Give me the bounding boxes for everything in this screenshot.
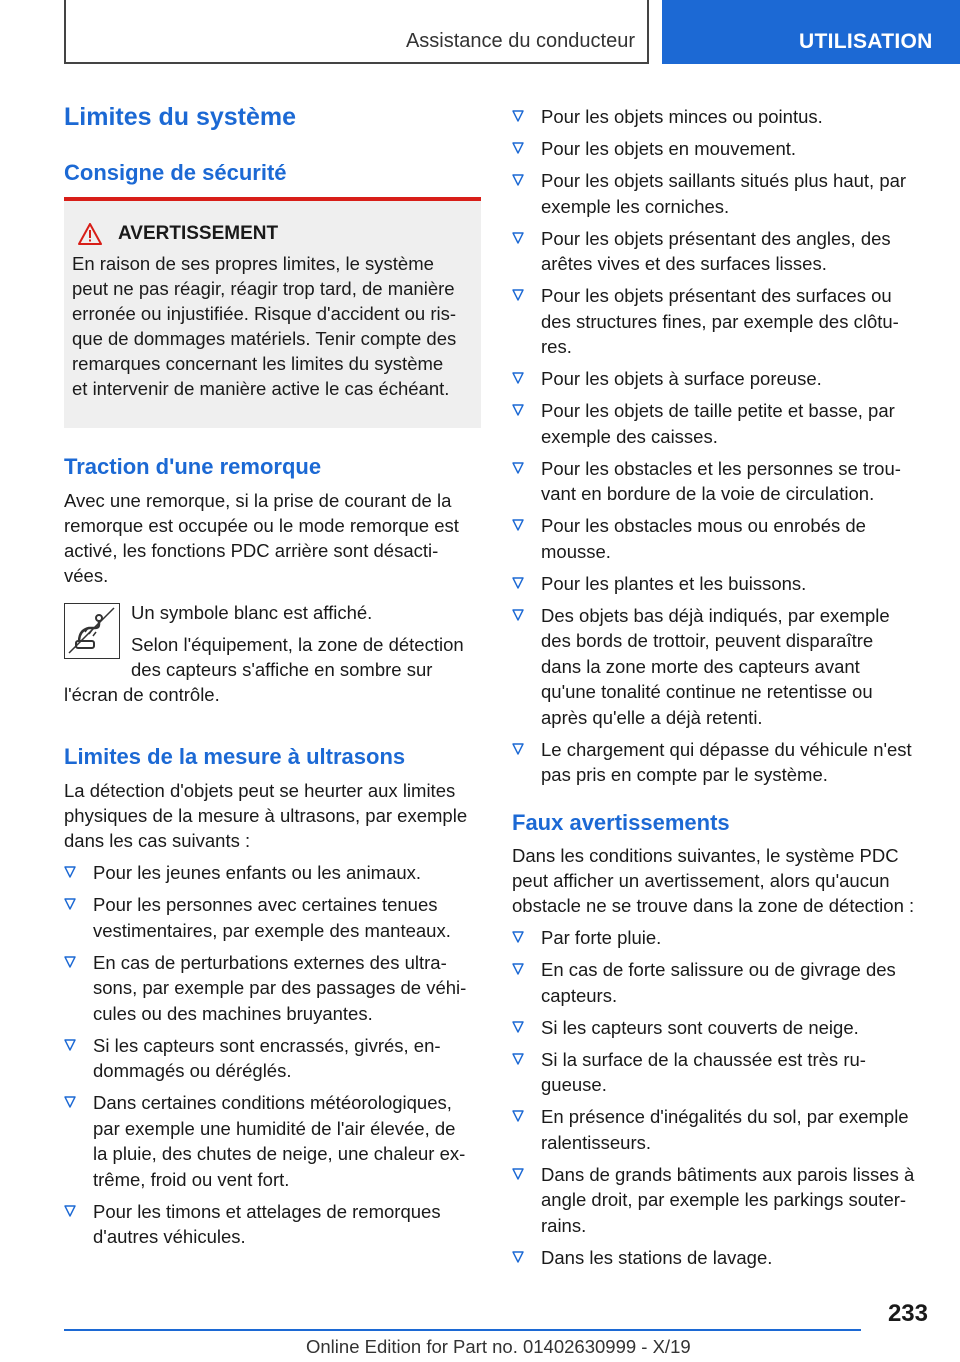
- list-item-text: Si la surface de la chaussée est très ru-: [541, 1048, 866, 1070]
- page-title: Limites du système: [64, 103, 297, 131]
- bullet-triangle-icon: [512, 1168, 524, 1181]
- list-item-text: Pour les objets saillants situés plus haut, par: [541, 170, 907, 191]
- pdc-off-symbol-icon: [64, 603, 120, 659]
- bullet-triangle-icon: [64, 866, 76, 879]
- warning-header: [72, 223, 473, 245]
- trailer-heading: Traction d'une remorque: [64, 454, 322, 479]
- paragraph-line: peut afficher un avertissement, alors qu'aucun: [512, 870, 890, 891]
- list-item: [512, 104, 932, 130]
- warning-text: [72, 251, 473, 401]
- list-item-text: angle droit, par exemple les parkings souter-: [541, 1189, 907, 1210]
- warning-text-line: et intervenir de manière active le cas échéant.: [72, 378, 450, 399]
- list-item-text: rains.: [541, 1214, 587, 1236]
- warning-text-line: En raison de ses propres limites, le système: [72, 253, 434, 274]
- list-item-text: vestimentaires, par exemple des manteaux.: [93, 919, 451, 941]
- warning-text-line: erronée ou injustifiée. Risque d'accident ou ris-: [72, 303, 457, 324]
- warning-triangle-icon: [78, 223, 102, 245]
- list-item-text: Pour les obstacles et les personnes se trou-: [541, 457, 901, 479]
- symbol-caption-2b: des capteurs s'affiche en sombre sur: [131, 659, 433, 680]
- bullet-triangle-icon: [512, 174, 524, 187]
- safety-heading: Consigne de sécurité: [64, 160, 287, 185]
- list-item: [64, 860, 484, 886]
- bullet-triangle-icon: [512, 372, 524, 385]
- list-item: [512, 136, 932, 162]
- warning-text-line: peut ne pas réagir, réagir trop tard, de manière: [72, 278, 455, 299]
- list-item: [512, 1047, 932, 1098]
- bullet-triangle-icon: [64, 1205, 76, 1218]
- list-item: [512, 168, 932, 219]
- bullet-triangle-icon: [512, 609, 524, 622]
- bullet-triangle-icon: [64, 956, 76, 969]
- bullet-triangle-icon: [512, 1251, 524, 1264]
- bullet-triangle-icon: [512, 1021, 524, 1034]
- list-item-text: En cas de forte salissure ou de givrage des: [541, 959, 896, 980]
- paragraph-line: dans les cas suivants :: [64, 830, 251, 851]
- list-item-text: exemple les corniches.: [541, 195, 730, 217]
- list-item-text: des structures fines, par exemple des clôtu-: [541, 310, 899, 332]
- list-item-text: En présence d'inégalités du sol, par exemple: [541, 1106, 909, 1127]
- list-item-text: Pour les objets minces ou pointus.: [541, 106, 823, 127]
- list-item-text: Pour les obstacles mous ou enrobés de: [541, 515, 866, 536]
- list-item-text: d'autres véhicules.: [93, 1226, 246, 1247]
- list-item-text: après qu'elle a déjà retenti.: [541, 706, 763, 728]
- list-item-text: Pour les jeunes enfants ou les animaux.: [93, 862, 422, 883]
- list-item-text: pas pris en compte par le système.: [541, 764, 828, 785]
- warning-text-line: que de dommages matériels. Tenir compte des: [72, 328, 457, 349]
- bullet-triangle-icon: [512, 577, 524, 590]
- list-item: [512, 603, 932, 731]
- page-number: 233: [887, 1300, 928, 1327]
- list-item: [64, 950, 484, 1027]
- list-item-text: par exemple une humidité de l'air élevée, de: [93, 1117, 456, 1139]
- paragraph-line: obstacle ne se trouve dans la zone de détection :: [512, 895, 915, 916]
- list-item: [512, 737, 932, 788]
- paragraph-line: activé, les fonctions PDC arrière sont désacti-: [64, 540, 439, 561]
- list-item: [512, 1245, 932, 1271]
- bullet-triangle-icon: [512, 931, 524, 944]
- list-item-text: des bords de trottoir, peuvent disparaître: [541, 630, 874, 651]
- list-item: [512, 571, 932, 597]
- list-item-text: la pluie, des chutes de neige, une chaleur ex-: [93, 1143, 466, 1164]
- warning-label: AVERTISSEMENT: [118, 223, 279, 244]
- footer-edition: Online Edition for Part no. 01402630999 - X/19: [306, 1336, 691, 1357]
- list-item: [512, 1104, 932, 1155]
- bullet-triangle-icon: [512, 462, 524, 475]
- list-item: [512, 226, 932, 277]
- header-section-box: [64, 0, 649, 64]
- trailer-paragraph: [64, 488, 484, 588]
- list-item-text: Pour les timons et attelages de remorques: [93, 1200, 441, 1222]
- list-item-text: Dans certaines conditions météorologiques,: [93, 1092, 452, 1113]
- paragraph-line: vées.: [64, 565, 109, 586]
- list-item: [512, 398, 932, 449]
- bullet-triangle-icon: [512, 1053, 524, 1066]
- bullet-triangle-icon: [512, 110, 524, 123]
- list-item-text: Des objets bas déjà indiqués, par exemple: [541, 604, 890, 626]
- ultrasound-limit-list: [64, 860, 484, 1256]
- list-item-text: Pour les plantes et les buissons.: [541, 572, 807, 594]
- list-item-text: gueuse.: [541, 1074, 607, 1095]
- object-limit-list: [512, 104, 932, 794]
- bullet-triangle-icon: [64, 1039, 76, 1052]
- list-item-text: Par forte pluie.: [541, 927, 662, 948]
- list-item: [64, 1199, 484, 1250]
- bullet-triangle-icon: [512, 519, 524, 532]
- list-item-text: Si les capteurs sont couverts de neige.: [541, 1016, 859, 1038]
- list-item-text: En cas de perturbations externes des ultra-: [93, 951, 447, 973]
- symbol-caption-2c: l'écran de contrôle.: [64, 684, 220, 705]
- ultrasound-heading: Limites de la mesure à ultrasons: [64, 744, 406, 769]
- bullet-triangle-icon: [512, 963, 524, 976]
- list-item: [512, 925, 932, 951]
- paragraph-line: Avec une remorque, si la prise de courant de la: [64, 490, 452, 511]
- list-item-text: Dans de grands bâtiments aux parois lisses à: [541, 1163, 915, 1185]
- list-item-text: Le chargement qui dépasse du véhicule n'est: [541, 738, 912, 760]
- list-item-text: Pour les objets de taille petite et basse, par: [541, 400, 895, 421]
- section-title: Assistance du conducteur: [405, 30, 635, 52]
- list-item-text: Dans les stations de lavage.: [541, 1246, 773, 1268]
- list-item-text: sons, par exemple par des passages de véhi-: [93, 977, 467, 998]
- bullet-triangle-icon: [512, 142, 524, 155]
- list-item-text: trême, froid ou vent fort.: [93, 1168, 290, 1190]
- list-item: [512, 456, 932, 507]
- paragraph-line: physiques de la mesure à ultrasons, par exemple: [64, 805, 468, 826]
- list-item-text: Pour les objets présentant des angles, des: [541, 227, 891, 249]
- list-item-text: dans la zone morte des capteurs avant: [541, 655, 860, 677]
- bullet-triangle-icon: [512, 1110, 524, 1123]
- footer-divider: [64, 1329, 861, 1331]
- warning-box: [64, 197, 481, 428]
- list-item-text: ralentisseurs.: [541, 1131, 652, 1153]
- list-item: [512, 1015, 932, 1041]
- list-item-text: Pour les objets à surface poreuse.: [541, 368, 822, 389]
- bullet-triangle-icon: [512, 404, 524, 417]
- list-item-text: cules ou des machines bruyantes.: [93, 1002, 373, 1024]
- bullet-triangle-icon: [512, 289, 524, 302]
- list-item-text: vant en bordure de la voie de circulation.: [541, 483, 875, 504]
- list-item-text: arêtes vives et des surfaces lisses.: [541, 253, 827, 274]
- paragraph-line: La détection d'objets peut se heurter aux limites: [64, 780, 456, 801]
- list-item-text: exemple des caisses.: [541, 425, 718, 447]
- list-item-text: Pour les objets en mouvement.: [541, 138, 797, 159]
- list-item: [64, 1033, 484, 1084]
- false-warnings-list: [512, 925, 932, 1277]
- list-item-text: dommagés ou déréglés.: [93, 1060, 292, 1081]
- list-item-text: Pour les objets présentant des surfaces ou: [541, 285, 892, 306]
- list-item-text: res.: [541, 336, 572, 357]
- paragraph-line: Dans les conditions suivantes, le système PDC: [512, 845, 899, 866]
- list-item: [512, 1162, 932, 1239]
- bullet-triangle-icon: [512, 232, 524, 245]
- chapter-tab[interactable]: UTILISATION: [662, 0, 960, 64]
- bullet-triangle-icon: [64, 1096, 76, 1109]
- list-item: [512, 366, 932, 392]
- list-item: [512, 957, 932, 1008]
- list-item: [512, 513, 932, 564]
- list-item: [512, 283, 932, 360]
- warning-text-line: remarques concernant les limites du système: [72, 353, 444, 374]
- list-item-text: qu'une tonalité continue ne retentisse ou: [541, 681, 873, 702]
- list-item-text: Pour les personnes avec certaines tenues: [93, 894, 438, 915]
- list-item: [64, 1090, 484, 1192]
- false-warnings-heading: Faux avertissements: [512, 810, 730, 835]
- list-item: [64, 892, 484, 943]
- list-item-text: Si les capteurs sont encrassés, givrés, en-: [93, 1034, 441, 1056]
- ultrasound-paragraph: [64, 778, 484, 853]
- bullet-triangle-icon: [512, 743, 524, 756]
- symbol-caption-1: Un symbole blanc est affiché.: [131, 602, 373, 623]
- symbol-caption-2a: Selon l'équipement, la zone de détection: [131, 634, 464, 655]
- list-item-text: mousse.: [541, 540, 611, 562]
- false-warnings-paragraph: [512, 843, 932, 918]
- list-item-text: capteurs.: [541, 984, 618, 1006]
- bullet-triangle-icon: [64, 898, 76, 911]
- paragraph-line: remorque est occupée ou le mode remorque est: [64, 515, 459, 536]
